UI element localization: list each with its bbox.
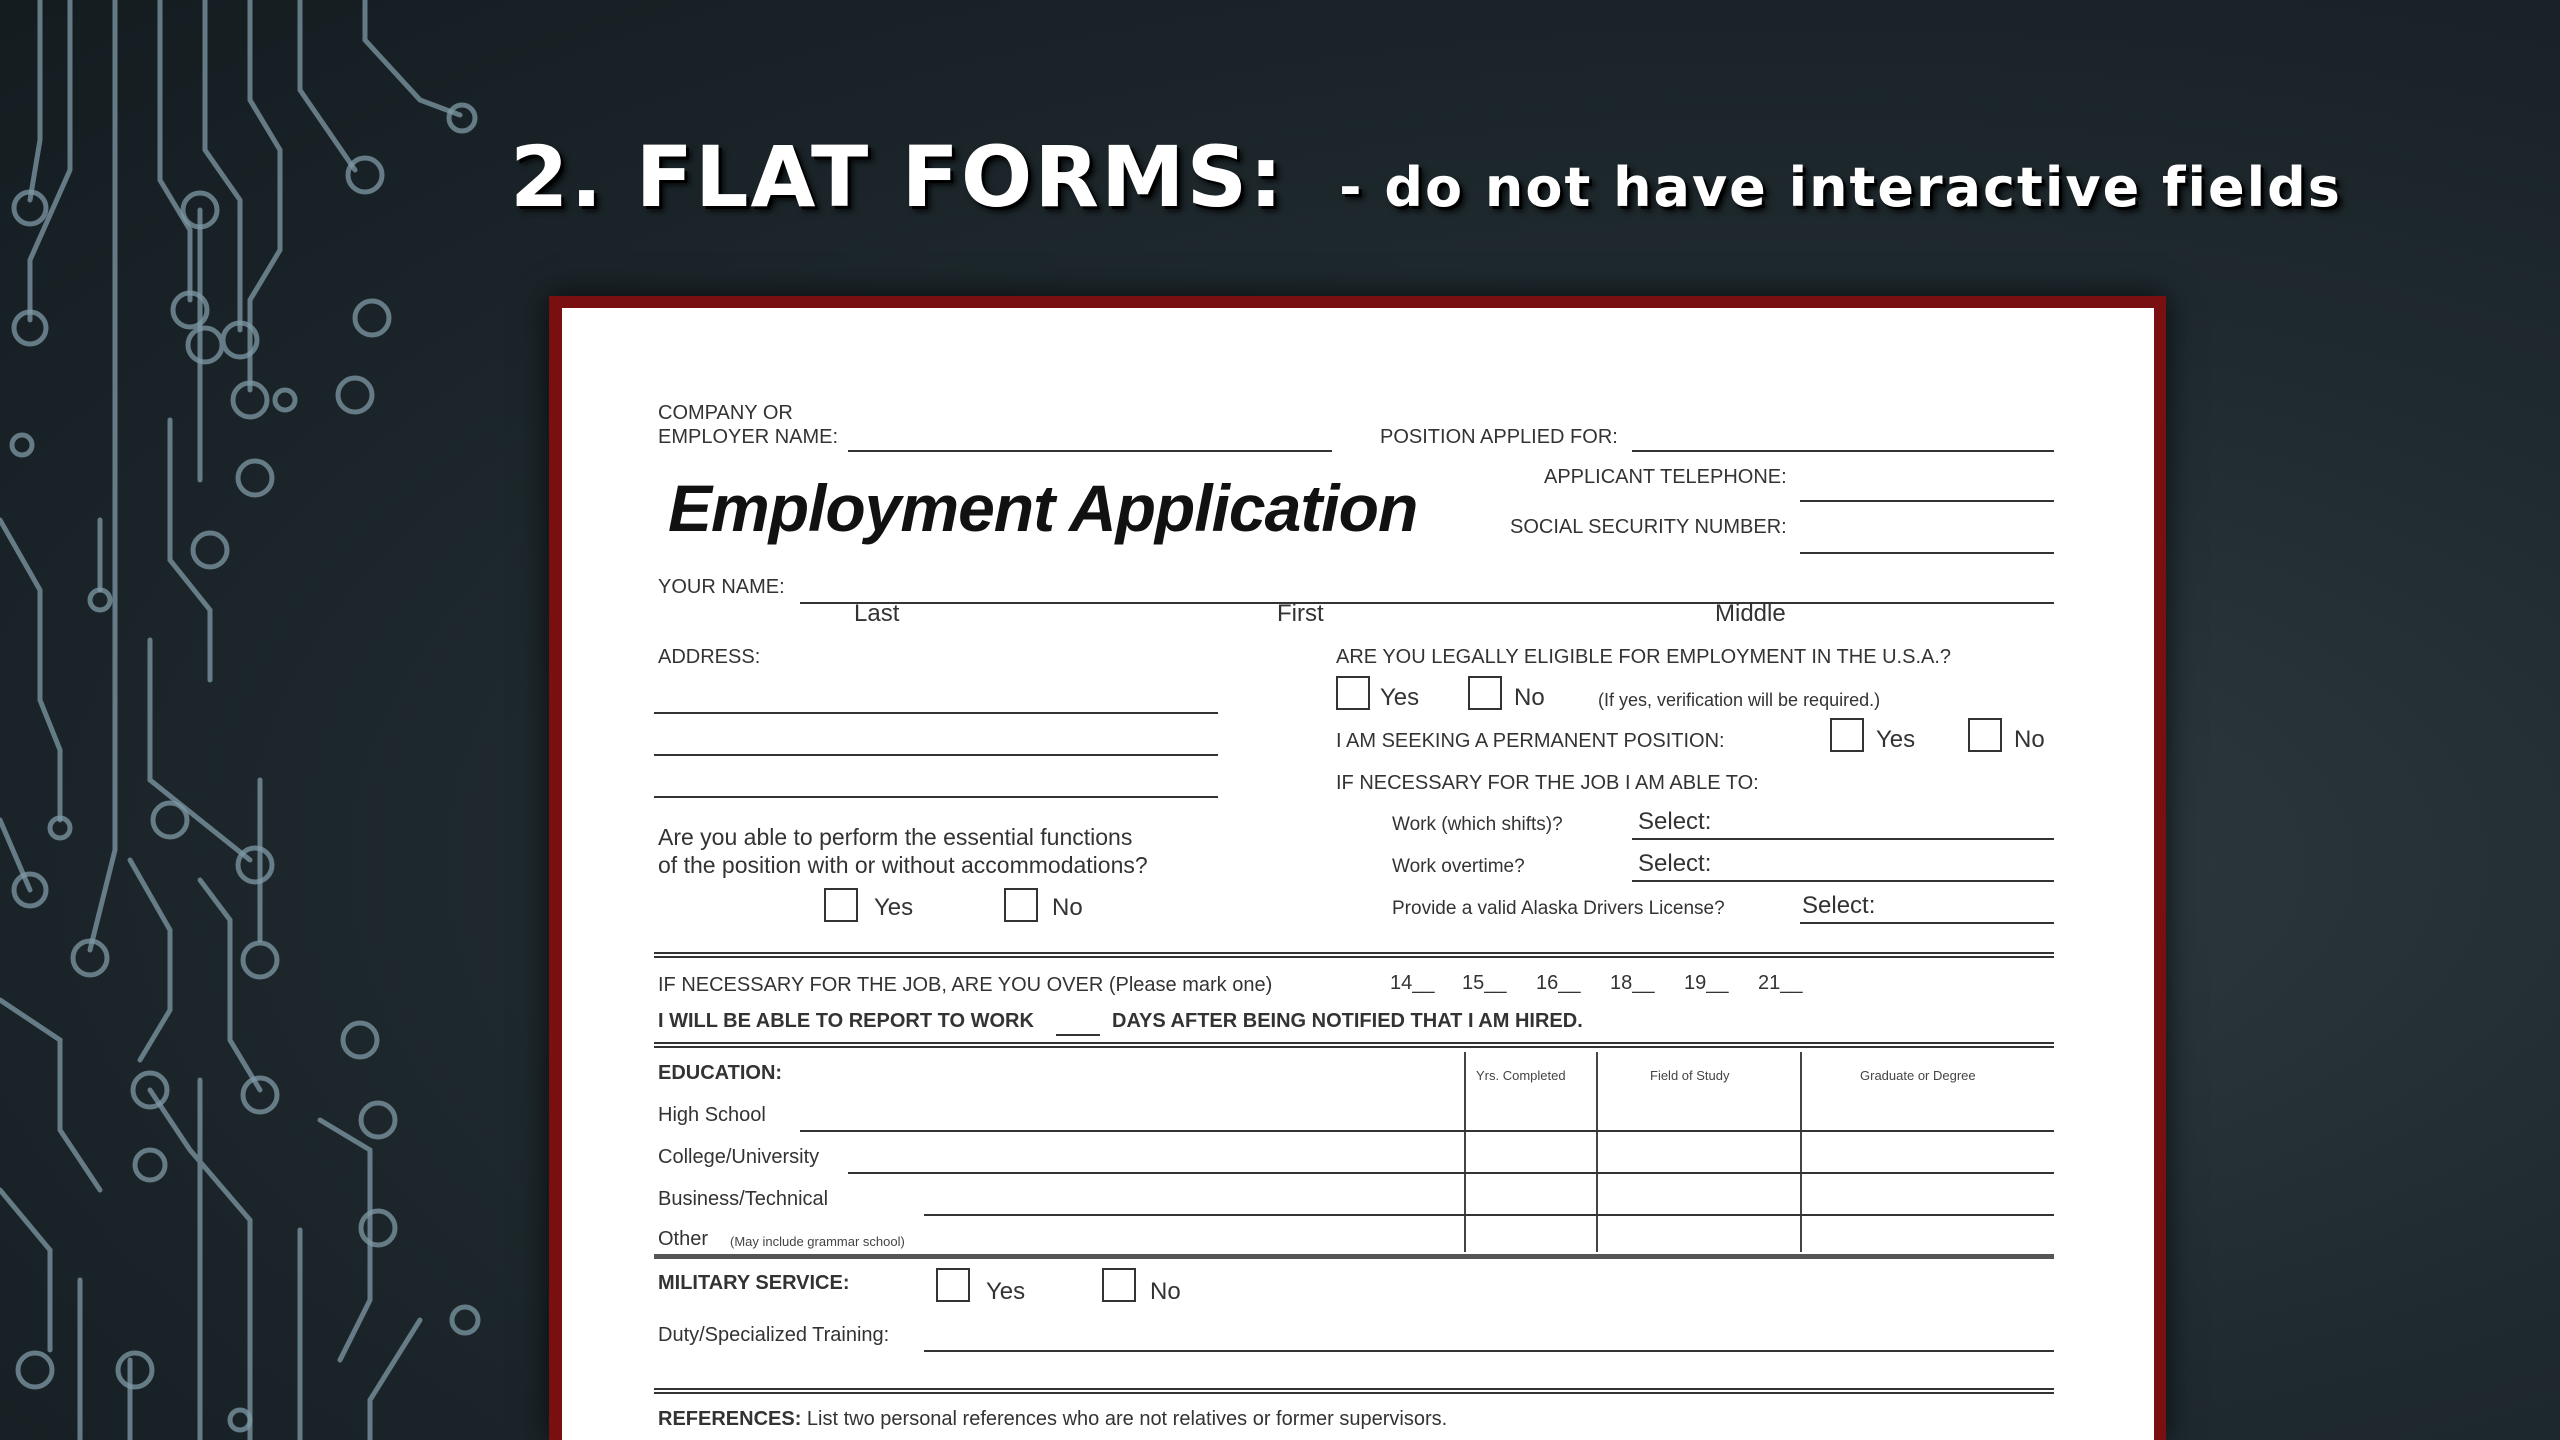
section-divider-3 [654, 1254, 2054, 1259]
shifts-select: Select: [1638, 808, 1712, 835]
eligible-yes-label: Yes [1380, 684, 1420, 711]
shifts-label: Work (which shifts)? [1392, 814, 1563, 835]
section-divider-2 [654, 1042, 2054, 1048]
essential-yes-checkbox [824, 888, 858, 922]
references-row [658, 1408, 1447, 1431]
company-label-line1: COMPANY OR [658, 402, 793, 424]
overtime-select: Select: [1638, 850, 1712, 877]
ssn-label: SOCIAL SECURITY NUMBER: [1510, 516, 1787, 538]
essential-question-line2: of the position with or without accommodations? [658, 852, 1148, 878]
edu-row-high-school: High School [658, 1104, 766, 1126]
other-note: (May include grammar school) [730, 1234, 905, 1249]
company-label-line2: EMPLOYER NAME: [658, 426, 839, 448]
col-field-of-study: Field of Study [1650, 1068, 1730, 1083]
military-no-checkbox [1102, 1268, 1136, 1302]
address-label: ADDRESS: [658, 646, 761, 668]
essential-yes-label: Yes [874, 894, 914, 921]
permanent-no-label: No [2014, 726, 2045, 753]
military-no-label: No [1150, 1278, 1181, 1305]
age-option-14: 14__ [1390, 972, 1435, 994]
telephone-label: APPLICANT TELEPHONE: [1544, 466, 1787, 488]
edu-row-business: Business/Technical [658, 1188, 829, 1210]
edu-col-divider-2 [1596, 1052, 1598, 1252]
edu-line-college [848, 1172, 2054, 1174]
edu-col-divider-1 [1464, 1052, 1466, 1252]
name-line [800, 602, 2054, 604]
eligible-yes-checkbox [1336, 676, 1370, 710]
age-option-19: 19__ [1684, 972, 1729, 994]
section-divider-4 [654, 1388, 2054, 1394]
position-label: POSITION APPLIED FOR: [1380, 426, 1618, 448]
circuit-decoration [0, 0, 520, 1440]
age-question: IF NECESSARY FOR THE JOB, ARE YOU OVER (Please mark one) [658, 974, 1273, 996]
duty-line [924, 1350, 2054, 1352]
permanent-yes-label: Yes [1876, 726, 1916, 753]
telephone-line [1800, 500, 2054, 502]
report-text-part2: DAYS AFTER BEING NOTIFIED THAT I AM HIRED. [1112, 1010, 1583, 1032]
military-yes-label: Yes [986, 1278, 1026, 1305]
edu-line-high-school [800, 1130, 2054, 1132]
eligible-no-checkbox [1468, 676, 1502, 710]
education-label: EDUCATION: [658, 1062, 783, 1084]
name-first-label: First [1277, 600, 1324, 627]
permanent-question: I AM SEEKING A PERMANENT POSITION: [1336, 730, 1725, 752]
name-label: YOUR NAME: [658, 576, 785, 598]
edu-row-college: College/University [658, 1146, 820, 1168]
report-text-part1: I WILL BE ABLE TO REPORT TO WORK [658, 1010, 1034, 1032]
slide-title [510, 128, 2342, 226]
name-last-label: Last [854, 600, 900, 627]
position-line [1632, 450, 2054, 452]
shifts-line [1632, 838, 2054, 840]
permanent-no-checkbox [1968, 718, 2002, 752]
company-name-line [848, 450, 1332, 452]
edu-line-business [924, 1214, 2054, 1216]
essential-no-label: No [1052, 894, 1083, 921]
able-heading: IF NECESSARY FOR THE JOB I AM ABLE TO: [1336, 772, 1759, 794]
references-label: REFERENCES: [658, 1408, 802, 1430]
age-option-16: 16__ [1536, 972, 1581, 994]
report-days-line [1056, 1034, 1100, 1036]
address-line-1 [654, 712, 1218, 714]
military-label: MILITARY SERVICE: [658, 1272, 850, 1294]
references-text: List two personal references who are not relatives or former supervisors. [806, 1408, 1448, 1430]
age-option-15: 15__ [1462, 972, 1507, 994]
essential-no-checkbox [1004, 888, 1038, 922]
slide-subheading: - do not have interactive fields [1339, 156, 2342, 219]
address-line-2 [654, 754, 1218, 756]
name-middle-label: Middle [1715, 600, 1786, 627]
edu-row-other: Other [658, 1228, 709, 1250]
col-graduate-degree: Graduate or Degree [1860, 1068, 1976, 1083]
section-divider-1 [654, 952, 2054, 958]
essential-question-line1: Are you able to perform the essential functions [658, 824, 1133, 850]
form-title: Employment Application [668, 471, 1418, 545]
col-years-completed: Yrs. Completed [1476, 1068, 1566, 1083]
verification-note: (If yes, verification will be required.) [1598, 690, 1881, 710]
permanent-yes-checkbox [1830, 718, 1864, 752]
eligible-no-label: No [1514, 684, 1545, 711]
slide-heading: 2. FLAT FORMS: [510, 128, 1285, 226]
license-select: Select: [1802, 892, 1876, 919]
license-line [1800, 922, 2054, 924]
military-yes-checkbox [936, 1268, 970, 1302]
license-label: Provide a valid Alaska Drivers License? [1392, 898, 1725, 919]
eligible-question: ARE YOU LEGALLY ELIGIBLE FOR EMPLOYMENT IN THE U.S.A.? [1336, 646, 1952, 668]
age-option-21: 21__ [1758, 972, 1803, 994]
age-option-18: 18__ [1610, 972, 1655, 994]
edu-col-divider-3 [1800, 1052, 1802, 1252]
overtime-label: Work overtime? [1392, 856, 1525, 877]
employment-application-form [562, 308, 2154, 1440]
duty-label: Duty/Specialized Training: [658, 1324, 890, 1346]
overtime-line [1632, 880, 2054, 882]
ssn-line [1800, 552, 2054, 554]
address-line-3 [654, 796, 1218, 798]
